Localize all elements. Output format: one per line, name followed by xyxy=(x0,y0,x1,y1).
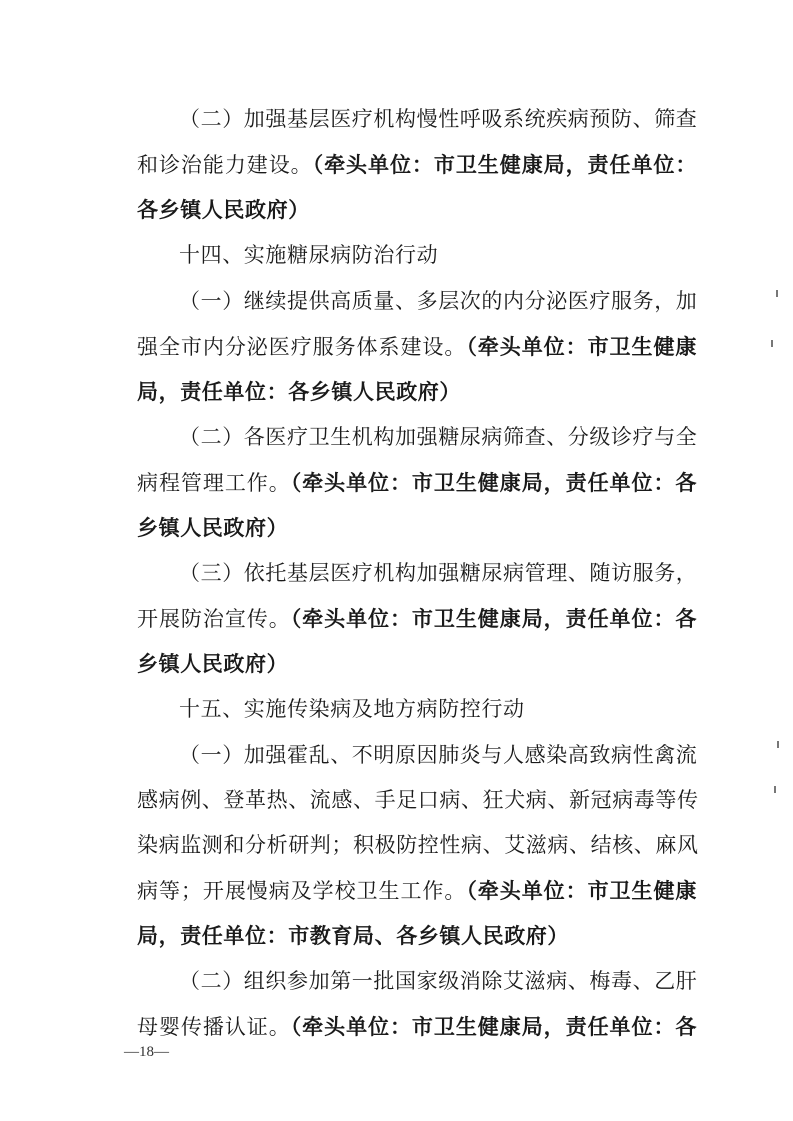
scan-mark xyxy=(776,290,778,297)
paragraph-line xyxy=(137,505,697,551)
line-text: （二）加强基层医疗机构慢性呼吸系统疾病预防、筛查 xyxy=(179,107,698,131)
line-text: 强全市内分泌医疗服务体系建设。 xyxy=(137,335,467,359)
section-heading xyxy=(137,232,697,278)
line-text: （二）组织参加第一批国家级消除艾滋病、梅毒、乙肝 xyxy=(179,969,698,993)
line-text: 母婴传播认证。 xyxy=(137,1015,291,1039)
paragraph-line xyxy=(137,732,697,778)
scan-mark xyxy=(771,340,773,347)
paragraph-line xyxy=(137,187,697,233)
responsible-unit-text: （牵头单位：市卫生健康局，责任单位：各 xyxy=(290,1015,698,1039)
paragraph-line xyxy=(137,324,697,370)
paragraph-line xyxy=(137,96,697,142)
responsible-unit-text: 局，责任单位：市教育局、各乡镇人民政府） xyxy=(137,924,569,948)
paragraph-line xyxy=(137,142,697,188)
section-heading xyxy=(137,686,697,732)
paragraph-line xyxy=(137,913,697,959)
line-text: （二）各医疗卫生机构加强糖尿病筛查、分级诊疗与全 xyxy=(179,425,698,449)
paragraph-line xyxy=(137,641,697,687)
responsible-unit-text: （牵头单位：市卫生健康局，责任单位：各 xyxy=(290,471,698,495)
paragraph-line xyxy=(137,550,697,596)
line-text: （一）加强霍乱、不明原因肺炎与人感染高致病性禽流 xyxy=(179,743,698,767)
heading-text: 十五、实施传染病及地方病防控行动 xyxy=(179,697,525,721)
heading-text: 十四、实施糖尿病防治行动 xyxy=(179,243,439,267)
line-text: （三）依托基层医疗机构加强糖尿病管理、随访服务， xyxy=(179,561,698,585)
line-text: 病程管理工作。 xyxy=(137,471,291,495)
responsible-unit-text: 局，责任单位：各乡镇人民政府） xyxy=(137,380,461,404)
page-number: —18— xyxy=(124,1044,169,1060)
responsible-unit-text: （牵头单位：市卫生健康局，责任单位： xyxy=(312,153,697,177)
scan-mark xyxy=(774,786,776,793)
responsible-unit-text: （牵头单位：市卫生健康 xyxy=(466,335,697,359)
responsible-unit-text: （牵头单位：市卫生健康 xyxy=(466,879,697,903)
line-text: 染病监测和分析研判；积极防控性病、艾滋病、结核、麻风 xyxy=(137,833,699,857)
paragraph-line xyxy=(137,596,697,642)
line-text: 病等；开展慢病及学校卫生工作。 xyxy=(137,879,467,903)
paragraph-line xyxy=(137,958,697,1004)
scan-mark xyxy=(777,741,779,748)
line-text: 开展防治宣传。 xyxy=(137,607,291,631)
paragraph-line xyxy=(137,1004,697,1050)
paragraph-line xyxy=(137,777,697,823)
paragraph-line xyxy=(137,278,697,324)
responsible-unit-text: 乡镇人民政府） xyxy=(137,652,289,676)
responsible-unit-text: 乡镇人民政府） xyxy=(137,516,289,540)
paragraph-line xyxy=(137,822,697,868)
paragraph-line xyxy=(137,460,697,506)
paragraph-line xyxy=(137,414,697,460)
line-text: 和诊治能力建设。 xyxy=(137,153,313,177)
paragraph-line xyxy=(137,369,697,415)
responsible-unit-text: 各乡镇人民政府） xyxy=(137,198,310,222)
line-text: （一）继续提供高质量、多层次的内分泌医疗服务，加 xyxy=(179,289,698,313)
paragraph-line xyxy=(137,868,697,914)
responsible-unit-text: （牵头单位：市卫生健康局，责任单位：各 xyxy=(290,607,698,631)
line-text: 感病例、登革热、流感、手足口病、狂犬病、新冠病毒等传 xyxy=(137,788,699,812)
